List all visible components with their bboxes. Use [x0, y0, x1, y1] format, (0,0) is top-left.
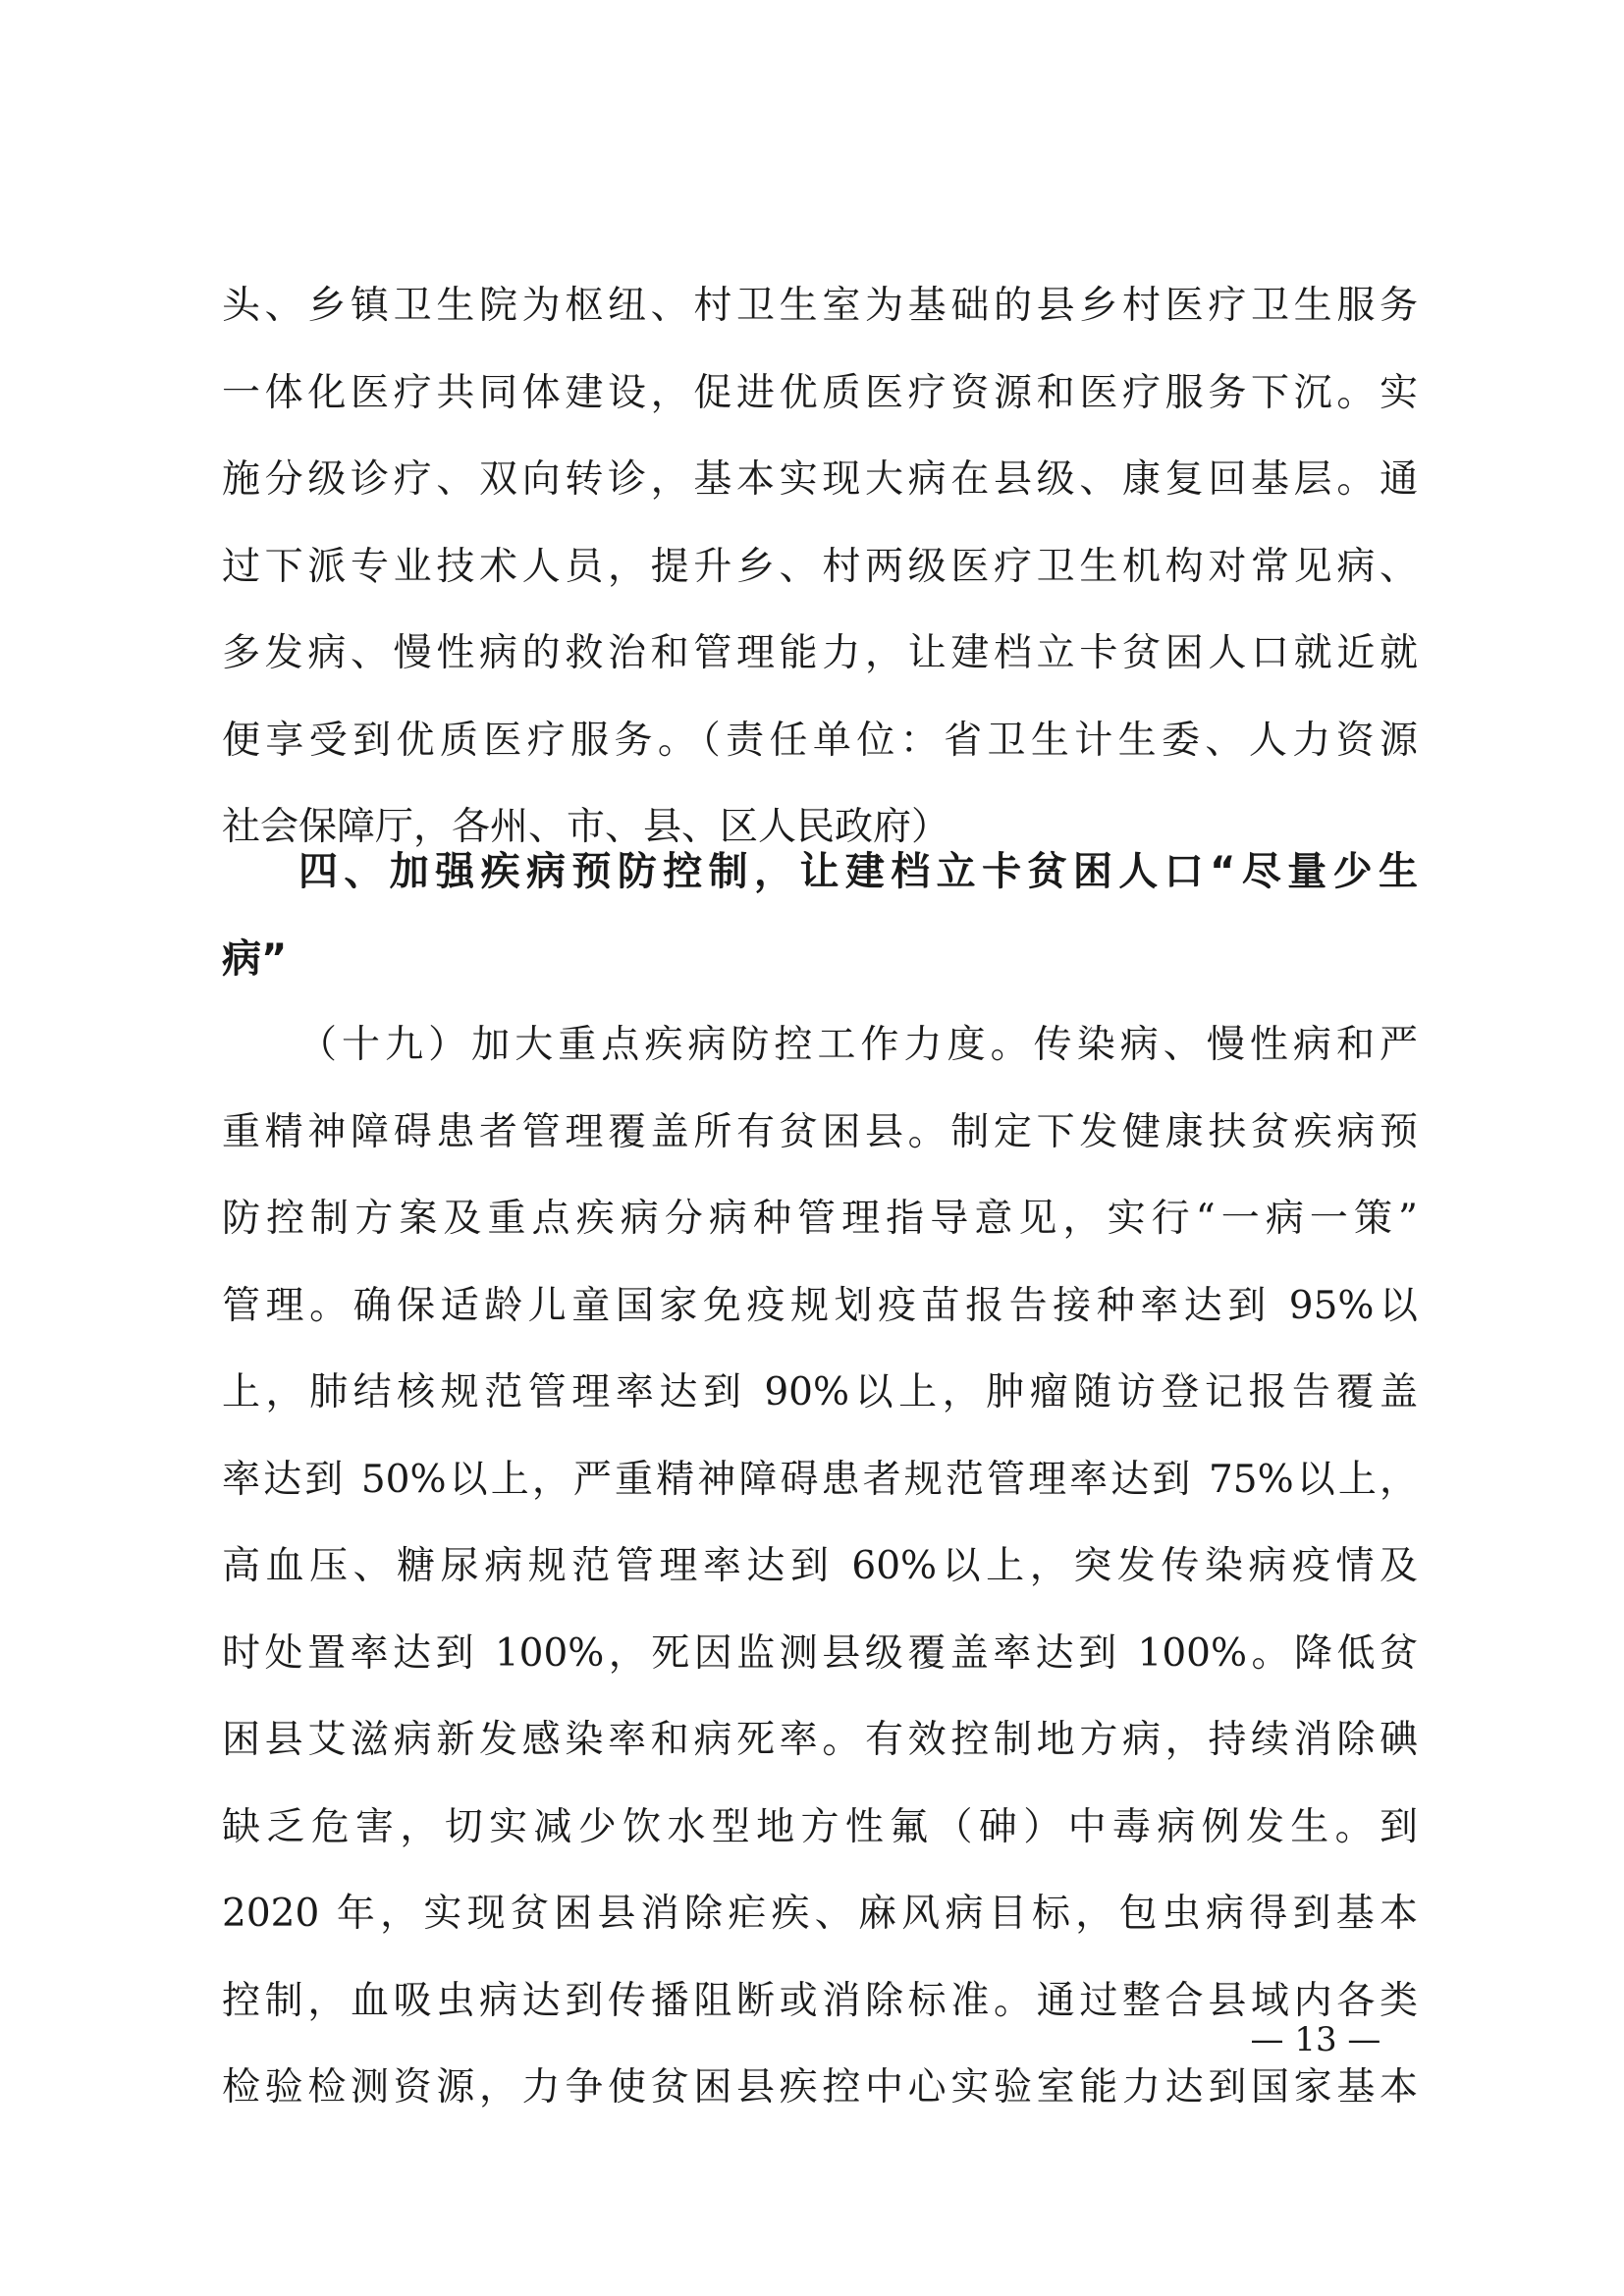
- text-line: 便享受到优质医疗服务。（责任单位：省卫生计生委、人力资源: [222, 718, 1418, 763]
- text-line: 多发病、慢性病的救治和管理能力，让建档立卡贫困人口就近就: [222, 631, 1418, 675]
- text-line: 缺乏危害，切实减少饮水型地方性氟（砷）中毒病例发生。到: [222, 1804, 1418, 1849]
- text-line: 检验检测资源，力争使贫困县疾控中心实验室能力达到国家基本: [222, 2065, 1418, 2109]
- heading-line: 病”: [222, 935, 288, 982]
- section-heading: [222, 828, 1418, 1002]
- text-line: 头、乡镇卫生院为枢纽、村卫生室为基础的县乡村医疗卫生服务: [222, 284, 1418, 328]
- text-line: 重精神障碍患者管理覆盖所有贫困县。制定下发健康扶贫疾病预: [222, 1109, 1418, 1154]
- text-line: 控制，血吸虫病达到传播阻断或消除标准。通过整合县域内各类: [222, 1978, 1418, 2023]
- body-paragraph: [222, 1002, 1418, 2132]
- text-line: 过下派专业技术人员，提升乡、村两级医疗卫生机构对常见病、: [222, 544, 1418, 589]
- text-line: 困县艾滋病新发感染率和病死率。有效控制地方病，持续消除碘: [222, 1718, 1418, 1762]
- text-line: 时处置率达到 100%，死因监测县级覆盖率达到 100%。降低贫: [222, 1630, 1418, 1676]
- heading-line: 四、加强疾病预防控制，让建档立卡贫困人口“尽量少生: [298, 849, 1418, 894]
- text-line: 2020 年，实现贫困县消除疟疾、麻风病目标，包虫病得到基本: [222, 1892, 1418, 1936]
- text-line: 管理。确保适龄儿童国家免疫规划疫苗报告接种率达到 95%以: [222, 1283, 1418, 1328]
- text-line: 防控制方案及重点疾病分病种管理指导意见，实行“一病一策”: [222, 1197, 1418, 1241]
- text-line: 社会保障厅，各州、市、县、区人民政府）: [222, 805, 950, 849]
- text-line: 率达到 50%以上，严重精神障碍患者规范管理率达到 75%以上，: [222, 1457, 1418, 1502]
- page-number: — 13 —: [1250, 2020, 1381, 2059]
- text-line: 一体化医疗共同体建设，促进优质医疗资源和医疗服务下沉。实: [222, 370, 1418, 415]
- text-line: 高血压、糖尿病规范管理率达到 60%以上，突发传染病疫情及: [222, 1544, 1418, 1588]
- text-line: 施分级诊疗、双向转诊，基本实现大病在县级、康复回基层。通: [222, 457, 1418, 502]
- text-line: （十九）加大重点疾病防控工作力度。传染病、慢性病和严: [298, 1023, 1418, 1067]
- body-paragraph-continued: [222, 263, 1418, 872]
- text-line: 上，肺结核规范管理率达到 90%以上，肿瘤随访登记报告覆盖: [222, 1370, 1418, 1415]
